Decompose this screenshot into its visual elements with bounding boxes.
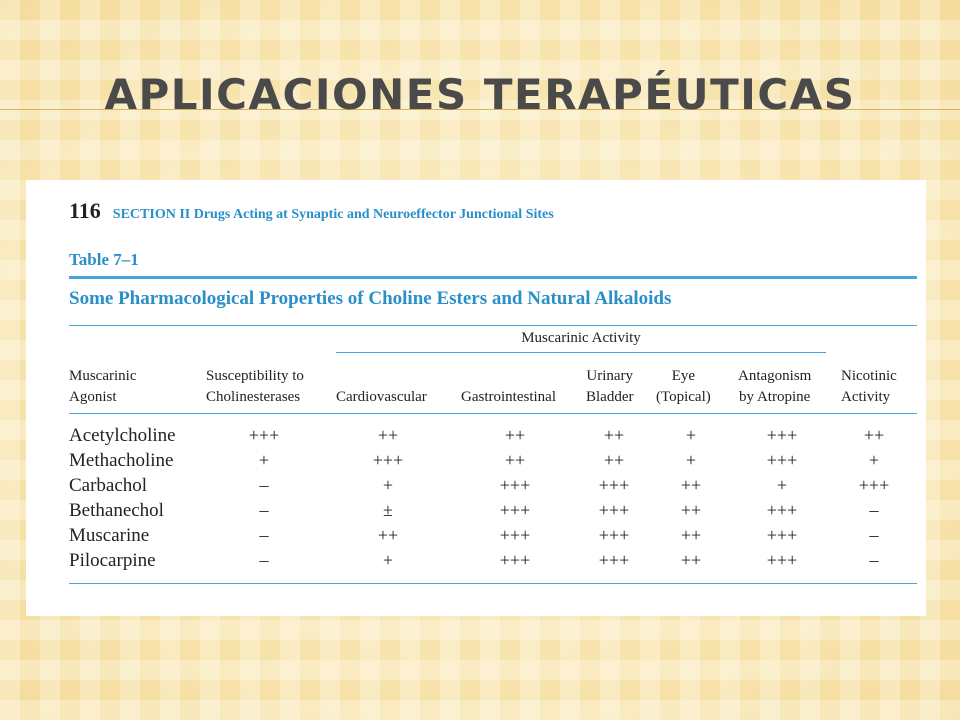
column-header-line: by Atropine bbox=[739, 389, 811, 405]
activity-value: +++ bbox=[598, 550, 630, 570]
column-header-cardiovascular bbox=[336, 366, 427, 408]
activity-value: + bbox=[685, 450, 697, 470]
activity-value: – bbox=[869, 525, 879, 545]
activity-value: +++ bbox=[598, 475, 630, 495]
activity-value: ++ bbox=[680, 500, 702, 520]
column-header-line: Gastrointestinal bbox=[461, 389, 556, 405]
column-header-line: Cholinesterases bbox=[206, 389, 301, 405]
textbook-page-image bbox=[26, 180, 926, 616]
activity-value: ± bbox=[383, 500, 393, 520]
page-number: 116 bbox=[69, 198, 101, 223]
activity-value: +++ bbox=[499, 475, 531, 495]
activity-value: +++ bbox=[766, 550, 798, 570]
activity-value: – bbox=[259, 500, 269, 520]
activity-value: ++ bbox=[603, 450, 625, 470]
table-label: Table 7–1 bbox=[69, 250, 139, 269]
slide-title: APLICACIONES TERAPÉUTICAS bbox=[104, 70, 856, 119]
caption-rule bbox=[69, 325, 917, 326]
column-header-line: Eye bbox=[671, 368, 696, 384]
activity-value: – bbox=[869, 550, 879, 570]
activity-value: ++ bbox=[603, 425, 625, 445]
activity-value: + bbox=[868, 450, 880, 470]
column-header-line: Antagonism bbox=[738, 368, 812, 384]
table-top-band bbox=[69, 276, 917, 279]
column-header-line bbox=[336, 366, 427, 387]
page-header bbox=[69, 198, 554, 228]
column-header-agonist bbox=[69, 366, 136, 408]
section-title: SECTION II Drugs Acting at Synaptic and Neuroeffector Junctional Sites bbox=[112, 207, 554, 222]
table-row bbox=[69, 423, 917, 448]
activity-value: ++ bbox=[680, 525, 702, 545]
activity-value: ++ bbox=[377, 525, 399, 545]
activity-value: – bbox=[259, 525, 269, 545]
activity-value: + bbox=[382, 475, 394, 495]
column-header-line bbox=[461, 366, 556, 387]
column-header-line: Activity bbox=[841, 389, 891, 405]
column-header-line: (Topical) bbox=[656, 389, 711, 405]
agonist-name: Carbachol bbox=[69, 475, 148, 496]
column-header-line: Agonist bbox=[69, 389, 117, 405]
activity-value: +++ bbox=[372, 450, 404, 470]
agonist-name: Bethanechol bbox=[69, 500, 164, 521]
activity-value: + bbox=[382, 550, 394, 570]
group-header-muscarinic: Muscarinic Activity bbox=[521, 330, 641, 346]
table-row bbox=[69, 448, 917, 473]
activity-value: +++ bbox=[598, 500, 630, 520]
table-bottom-rule bbox=[69, 583, 917, 584]
column-header-line: Urinary bbox=[586, 368, 634, 384]
activity-value: – bbox=[259, 550, 269, 570]
activity-value: ++ bbox=[504, 450, 526, 470]
agonist-name: Methacholine bbox=[69, 450, 174, 471]
activity-value: – bbox=[259, 475, 269, 495]
activity-value: +++ bbox=[499, 500, 531, 520]
agonist-name: Acetylcholine bbox=[69, 425, 176, 446]
activity-value: +++ bbox=[499, 550, 531, 570]
agonist-name: Muscarine bbox=[69, 525, 150, 546]
column-header-atropine bbox=[738, 366, 811, 408]
column-header-nicotinic bbox=[841, 366, 897, 408]
table-row bbox=[69, 498, 917, 523]
activity-value: ++ bbox=[377, 425, 399, 445]
agonist-name: Pilocarpine bbox=[69, 550, 156, 571]
group-header-rule bbox=[336, 352, 826, 353]
activity-value: +++ bbox=[766, 525, 798, 545]
column-header-cholinesterases bbox=[206, 366, 304, 408]
column-header-line: Bladder bbox=[586, 389, 634, 405]
activity-value: +++ bbox=[766, 425, 798, 445]
table-row bbox=[69, 548, 917, 573]
activity-value: + bbox=[258, 450, 270, 470]
activity-value: + bbox=[776, 475, 788, 495]
activity-value: ++ bbox=[504, 425, 526, 445]
activity-value: – bbox=[869, 500, 879, 520]
activity-value: +++ bbox=[766, 450, 798, 470]
table-row bbox=[69, 473, 917, 498]
column-header-line: Cardiovascular bbox=[336, 389, 427, 405]
activity-value: ++ bbox=[680, 550, 702, 570]
activity-value: +++ bbox=[766, 500, 798, 520]
column-header-line: Susceptibility to bbox=[206, 368, 304, 384]
activity-value: +++ bbox=[858, 475, 890, 495]
activity-value: ++ bbox=[680, 475, 702, 495]
activity-value: +++ bbox=[499, 525, 531, 545]
column-header-line: Nicotinic bbox=[841, 368, 897, 384]
activity-value: ++ bbox=[863, 425, 885, 445]
activity-value: +++ bbox=[248, 425, 280, 445]
activity-value: +++ bbox=[598, 525, 630, 545]
table-row bbox=[69, 523, 917, 548]
column-header-gastrointestinal bbox=[461, 366, 556, 408]
column-header-eye-topical bbox=[656, 366, 711, 408]
activity-value: + bbox=[685, 425, 697, 445]
header-rule bbox=[69, 413, 917, 414]
column-header-urinary-bladder bbox=[586, 366, 633, 408]
column-header-line: Muscarinic bbox=[69, 368, 137, 384]
table-caption: Some Pharmacological Properties of Choline Esters and Natural Alkaloids bbox=[69, 288, 672, 309]
